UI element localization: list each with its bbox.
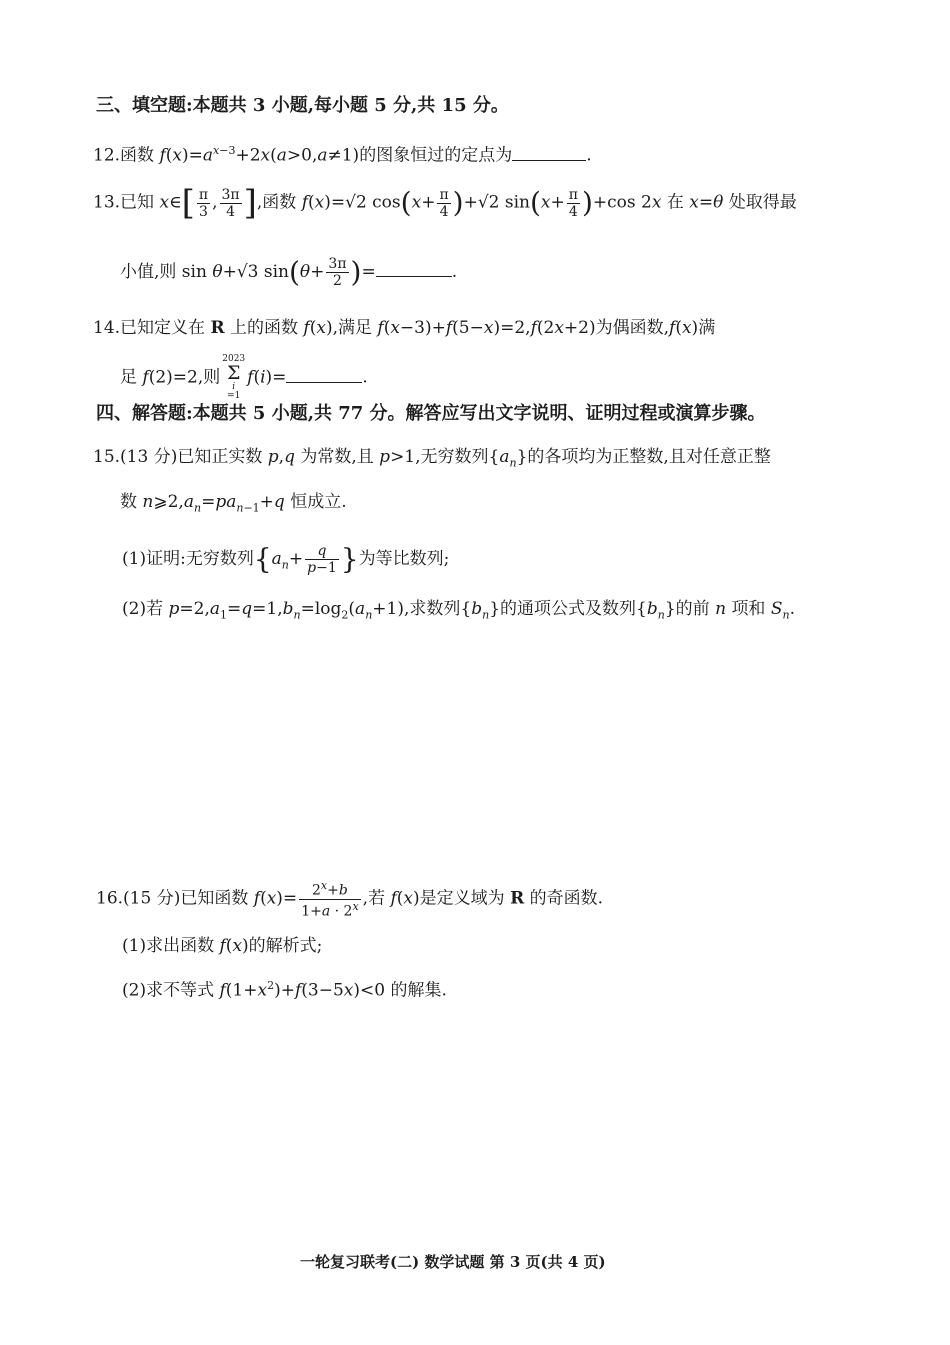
question-number: 14. — [93, 318, 121, 338]
question-16-part-2: (2)求不等式 $f(1+x^2)+f(3-5x)<0$ 的解集. — [122, 979, 447, 1001]
question-14-cont: 足 f(2)=2,则 2023 Σ i =1 f(i)= . — [120, 354, 368, 401]
question-13-cont: 小值,则 sin θ+√3 sin(θ+ $\frac{3\pi}{2}$ )= . — [120, 255, 458, 289]
question-15-part-1: (1)证明:无穷数列{$a_n+$ $\frac{q}{p-1}$ }为等比数列; — [122, 542, 450, 576]
question-14: 14.已知定义在 R 上的函数 f(x),满足 f(x−3)+f(5−x)=2,f(2x+2)为偶函数,f(x)满 — [93, 318, 716, 338]
question-15-part-2: (2)若 $p=2,a_1=q=1,b_n=\log_2(a_n+1)$,求数列$\{b_n\}$的通项公式及数列$\{b_n\}$的前 n 项和 $S_n$. — [122, 599, 795, 622]
answer-blank[interactable] — [286, 364, 362, 383]
question-13: 13.已知 x∈[ $\frac{\pi}{3}$ , $\frac{3\pi}{4}$ ],函数 f(x)=√2 cos(x+ $\frac{\pi}{4}$ )+√2 sin(x+ $\frac{\pi}{4}$ )+cos 2x 在 x=θ 处取得最 — [93, 183, 797, 223]
question-15-cont: 数 $n⩾2,a_n=pa_{n-1}+q$ 恒成立. — [120, 492, 347, 515]
question-12: 12.函数 $f(x)=a^{x-3}+2x(a>0,a\ne 1)$的图象恒过的定点为 . — [93, 139, 592, 168]
section-4-header: 四、解答题:本题共 5 小题,共 77 分。解答应写出文字说明、证明过程或演算步骤。 — [96, 403, 766, 424]
answer-blank[interactable] — [512, 142, 586, 161]
question-16: 16.(15 分)已知函数 f(x)= $\frac{2^x+b}{1+a \cdot 2^x}$ ,若 f(x)是定义域为 R 的奇函数. — [96, 879, 604, 920]
question-15: 15.(13 分)已知正实数 p,q 为常数,且 p>1,无穷数列$\{a_n\}$的各项均为正整数,且对任意正整 — [93, 447, 771, 470]
question-number: 13. — [93, 192, 121, 213]
page-footer: 一轮复习联考(二) 数学试题 第 3 页(共 4 页) — [300, 1253, 606, 1271]
question-number: 16. — [96, 888, 124, 909]
question-16-part-1: (1)求出函数 f(x)的解析式; — [122, 936, 323, 956]
answer-blank[interactable] — [376, 258, 452, 277]
section-3-header: 三、填空题:本题共 3 小题,每小题 5 分,共 15 分。 — [96, 95, 509, 116]
question-number: 15. — [93, 447, 121, 467]
question-number: 12. — [93, 145, 121, 166]
